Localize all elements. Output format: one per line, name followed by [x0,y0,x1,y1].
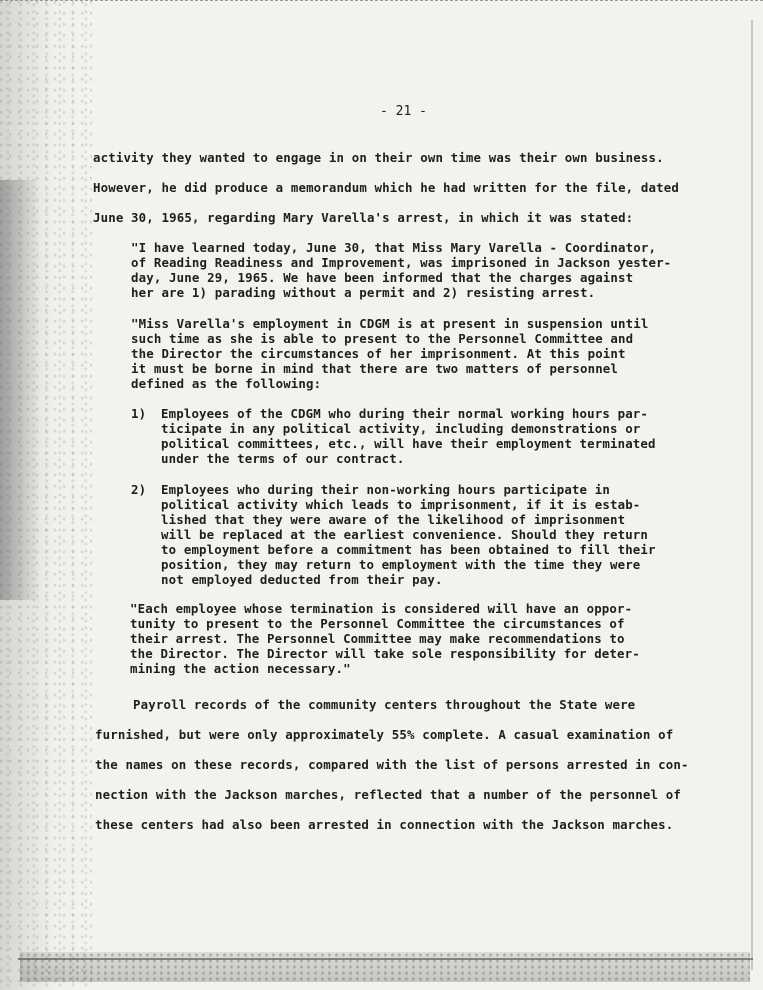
list-item-line: to employment before a commitment has been obtained to fill their [161,542,656,557]
scan-edge-right [751,20,753,970]
list-item-number: 1) [131,406,147,421]
quote-line: it must be borne in mind that there are two matters of personnel [131,361,619,376]
quote-line: her are 1) parading without a permit and 2) resisting arrest. [131,285,596,300]
quote-line: defined as the following: [131,376,322,391]
footer-rule [18,958,753,960]
page-top-edge [0,0,763,1]
intro-line: However, he did produce a memorandum which he had written for the file, dated [93,180,679,195]
quote-line: tunity to present to the Personnel Committee the circumstances of [130,616,625,631]
body-line: the names on these records, compared with the list of persons arrested in con- [95,757,689,772]
quote-line: "I have learned today, June 30, that Miss Mary Varella - Coordinator, [131,240,657,255]
scan-noise-bottom [20,952,750,982]
quote-line: their arrest. The Personnel Committee may make recommendations to [130,631,625,646]
quote-line: day, June 29, 1965. We have been informed that the charges against [131,270,634,285]
list-item-line: political activity which leads to imprisonment, if it is estab- [161,497,641,512]
quote-line: "Miss Varella's employment in CDGM is at present in suspension until [131,316,649,331]
quote-line: mining the action necessary." [130,661,351,676]
scan-shadow-left [0,180,40,600]
list-item-line: Employees of the CDGM who during their normal working hours par- [161,406,649,421]
quote-line: the Director the circumstances of her imprisonment. At this point [131,346,626,361]
list-item-line: political committees, etc., will have their employment terminated [161,436,656,451]
body-line: nection with the Jackson marches, reflected that a number of the personnel of [95,787,681,802]
quote-line: such time as she is able to present to the Personnel Committee and [131,331,634,346]
list-item-line: Employees who during their non-working hours participate in [161,482,610,497]
list-item-line: will be replaced at the earliest convenience. Should they return [161,527,649,542]
quote-line: of Reading Readiness and Improvement, was imprisoned in Jackson yester- [131,255,672,270]
list-item-number: 2) [131,482,147,497]
list-item-line: under the terms of our contract. [161,451,405,466]
body-line: these centers had also been arrested in connection with the Jackson marches. [95,817,674,832]
quote-line: the Director. The Director will take sole responsibility for deter- [130,646,640,661]
quote-line: "Each employee whose termination is considered will have an oppor- [130,601,633,616]
body-line: furnished, but were only approximately 55% complete. A casual examination of [95,727,674,742]
list-item-line: lished that they were aware of the likelihood of imprisonment [161,512,626,527]
list-item-line: not employed deducted from their pay. [161,572,443,587]
intro-line: June 30, 1965, regarding Mary Varella's arrest, in which it was stated: [93,210,634,225]
intro-line: activity they wanted to engage in on their own time was their own business. [93,150,664,165]
list-item-line: position, they may return to employment with the time they were [161,557,641,572]
page-number: - 21 - [380,104,427,119]
body-line: Payroll records of the community centers throughout the State were [95,697,636,712]
list-item-line: ticipate in any political activity, including demonstrations or [161,421,641,436]
